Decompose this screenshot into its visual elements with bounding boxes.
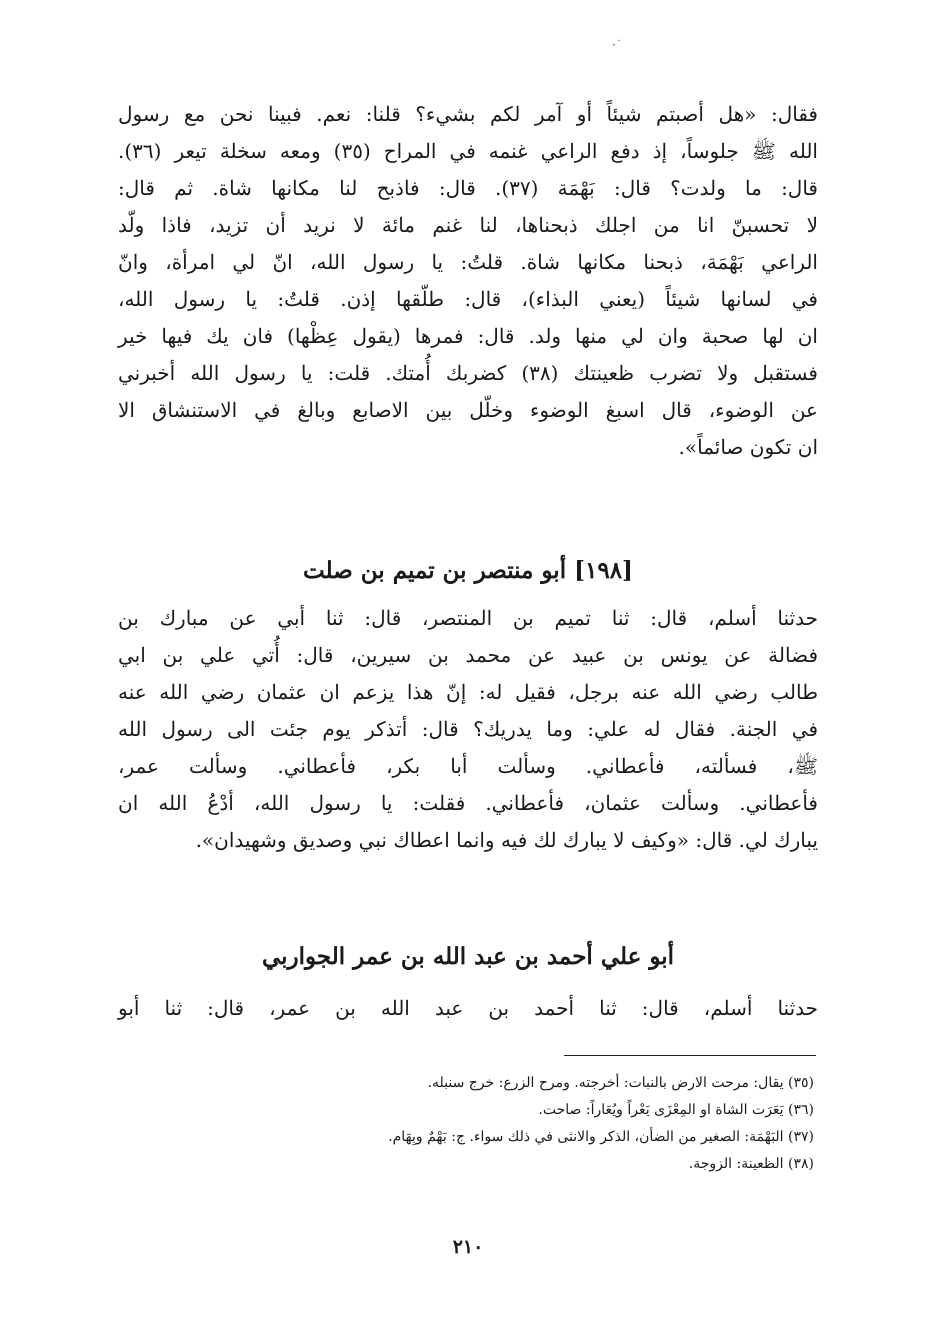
text-line: في لسانها شيئاً (يعني البذاء)، قال: طلّقها إذن. قلتُ: يا رسول الله،	[118, 287, 818, 311]
text-line: الراعي بَهْمَة، ذبحنا مكانها شاة. قلتُ: يا رسول الله، انّ لي امرأة، وانّ	[118, 250, 818, 274]
text-line: فقال: «هل أصبتم شيئاً أو آمر لكم بشيء؟ قلنا: نعم. فبينا نحن مع رسول	[118, 102, 818, 126]
paragraph-hadith-continuation	[118, 96, 818, 466]
text-line: فأعطاني. وسألت عثمان، فأعطاني. فقلت: يا رسول الله، أدْعُ الله ان	[118, 791, 818, 815]
text-line: حدثنا أسلم، قال: ثنا أحمد بن عبد الله بن عمر، قال: ثنا أبو	[118, 996, 818, 1020]
footnote-35: (٣٥) يقال: مرحت الارض بالنبات: أخرجته. ومرح الزرع: خرج سنبله.	[427, 1075, 814, 1091]
text-line: عن الوضوء، قال اسبغ الوضوء وخلّل بين الاصابع وبالغ في الاستنشاق الا	[118, 398, 818, 422]
text-line: طالب رضي الله عنه برجل، فقيل له: إنّ هذا يزعم ان عثمان رضي الله عنه	[118, 680, 818, 704]
section-heading-jawaribi: أبو علي أحمد بن عبد الله بن عمر الجواربي	[261, 943, 675, 970]
paragraph-hadith-198	[118, 600, 818, 859]
text-line: ان لها صحبة وان لي منها ولد. قال: فمرها (يقول عِظْها) فان يك فيها خير	[118, 324, 818, 348]
footnotes	[114, 1070, 814, 1178]
footnote-38: (٣٨) الظعينة: الزوجة.	[688, 1156, 814, 1172]
page-number: ٢١٠	[452, 1236, 484, 1258]
section-heading-198: [١٩٨] أبو منتصر بن تميم بن صلت	[303, 557, 633, 584]
text-line: الله ﷺ جلوساً، إذ دفع الراعي غنمه في المراح (٣٥) ومعه سخلة تيعر (٣٦).	[118, 139, 818, 163]
scan-speck: ·˙	[612, 38, 622, 52]
text-line: فستقبل ولا تضرب ظعينتك (٣٨) كضربك أُمتك. قلت: يا رسول الله أخبرني	[118, 361, 818, 385]
text-line: حدثنا أسلم، قال: ثنا تميم بن المنتصر، قال: ثنا أبي عن مبارك بن	[118, 606, 818, 630]
text-line: يبارك لي. قال: «وكيف لا يبارك لك فيه وانما اعطاك نبي وصديق وشهيدان».	[195, 828, 818, 852]
text-line: فضالة عن يونس بن عبيد عن محمد بن سيرين، قال: أُتي علي بن ابي	[118, 643, 818, 667]
text-line: لا تحسبنّ انا من اجلك ذبحناها، لنا غنم مائة لا نريد أن تزيد، فاذا ولّد	[118, 213, 818, 237]
footnote-37: (٣٧) البَهْمَة: الصغير من الضأن، الذكر والانثى في ذلك سواء. ج: بَهْمٌ وبِهَام.	[388, 1129, 814, 1145]
paragraph-hadith-jawaribi	[118, 990, 818, 1027]
text-line: قال: ما ولدت؟ قال: بَهْمَة (٣٧). قال: فاذبح لنا مكانها شاة. ثم قال:	[118, 176, 818, 200]
footnote-36: (٣٦) يَعَرَت الشاة او المِعْزَى يَعْراً ويُعَاراً: صاحت.	[538, 1102, 814, 1118]
text-line: ان تكون صائماً».	[678, 435, 818, 459]
footnote-divider	[564, 1055, 816, 1056]
text-line: في الجنة. فقال له علي: وما يدريك؟ قال: أتذكر يوم جئت الى رسول الله	[118, 717, 818, 741]
text-line: ﷺ، فسألته، فأعطاني. وسألت أبا بكر، فأعطاني. وسألت عمر،	[118, 754, 818, 778]
